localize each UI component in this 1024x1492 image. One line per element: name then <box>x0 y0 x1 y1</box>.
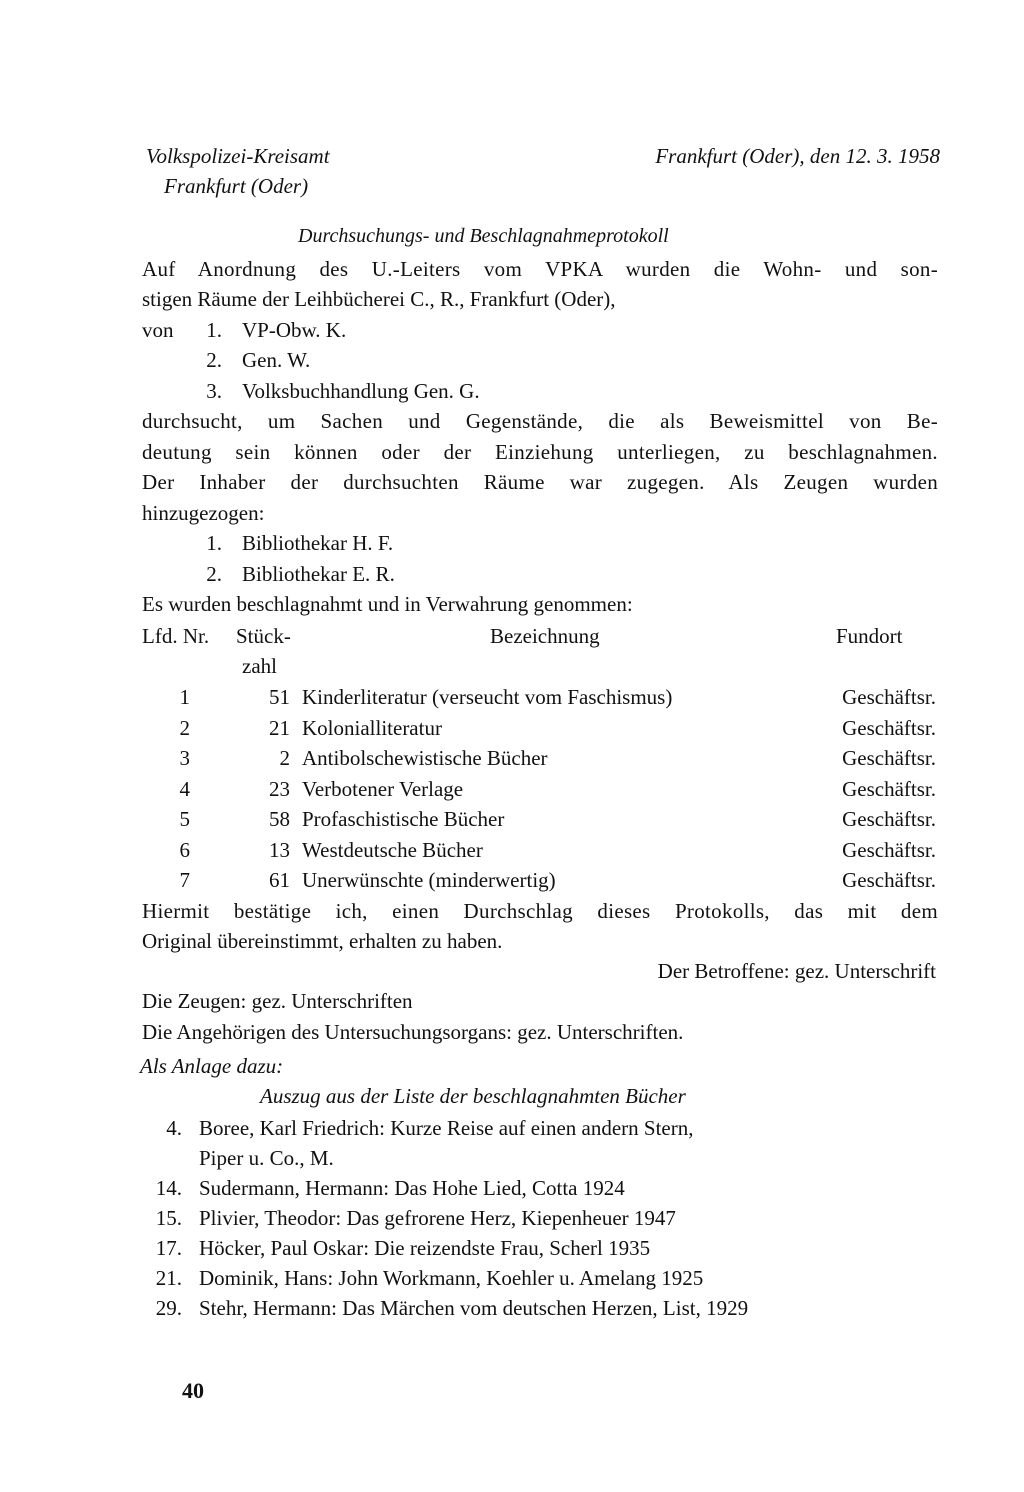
row-location: Geschäftsr. <box>842 777 936 801</box>
header-stueckzahl-2: zahl <box>242 654 277 678</box>
page-number: 40 <box>182 1378 204 1403</box>
row-description: Verbotener Verlage <box>302 777 464 801</box>
row-location: Geschäftsr. <box>842 838 936 862</box>
row-description: Westdeutsche Bücher <box>302 838 483 862</box>
place-date: Frankfurt (Oder), den 12. 3. 1958 <box>655 144 940 168</box>
row-count: 58 <box>269 807 290 831</box>
intro-line-4: deutung sein können oder der Einziehung unterliegen, zu beschlagnahmen. <box>142 440 938 464</box>
witness-name: Bibliothekar E. R. <box>242 562 395 586</box>
intro-line-7: Es wurden beschlagnahmt und in Verwahrung genommen: <box>142 592 633 616</box>
von-label: von <box>142 318 174 342</box>
intro-line-5: Der Inhaber der durchsuchten Räume war zugegen. Als Zeugen wurden <box>142 470 938 494</box>
book-entry: Plivier, Theodor: Das gefrorene Herz, Kiepenheuer 1947 <box>199 1206 676 1230</box>
row-number: 2 <box>179 716 190 740</box>
book-num: 21. <box>155 1266 182 1290</box>
searcher-name: VP-Obw. K. <box>242 318 347 342</box>
row-location: Geschäftsr. <box>842 746 936 770</box>
row-count: 61 <box>269 868 290 892</box>
searcher-name: Gen. W. <box>242 348 311 372</box>
members-signature: Die Angehörigen des Untersuchungsorgans: gez. Unterschriften. <box>142 1020 684 1044</box>
row-count: 21 <box>269 716 290 740</box>
row-number: 1 <box>179 685 190 709</box>
row-description: Unerwünschte (minderwertig) <box>302 868 556 892</box>
row-location: Geschäftsr. <box>842 685 936 709</box>
book-entry: Höcker, Paul Oskar: Die reizendste Frau, Scherl 1935 <box>199 1236 651 1260</box>
row-description: Kinderliteratur (verseucht vom Faschismus) <box>302 685 673 709</box>
annex-title: Auszug aus der Liste der beschlagnahmten Bücher <box>260 1084 686 1108</box>
row-number: 6 <box>179 838 190 862</box>
intro-line-1: Auf Anordnung des U.-Leiters vom VPKA wurden die Wohn- und son- <box>142 257 938 281</box>
row-count: 23 <box>269 777 290 801</box>
witness-name: Bibliothekar H. F. <box>242 531 394 555</box>
row-number: 3 <box>179 746 190 770</box>
row-count: 2 <box>279 746 290 770</box>
header-lfd-nr: Lfd. Nr. <box>142 624 210 648</box>
confirmation-line-1: Hiermit bestätige ich, einen Durchschlag dieses Protokolls, das mit dem <box>142 899 938 923</box>
row-number: 4 <box>179 777 190 801</box>
row-number: 7 <box>179 868 190 892</box>
book-num: 15. <box>155 1206 182 1230</box>
book-entry: Dominik, Hans: John Workmann, Koehler u. Amelang 1925 <box>199 1266 704 1290</box>
intro-line-3: durchsucht, um Sachen und Gegenstände, die als Beweismittel von Be- <box>142 409 938 433</box>
book-entry: Sudermann, Hermann: Das Hohe Lied, Cotta 1924 <box>199 1176 625 1200</box>
book-num: 14. <box>155 1176 182 1200</box>
book-num: 17. <box>155 1236 182 1260</box>
searcher-num: 3. <box>206 379 222 403</box>
affected-signature: Der Betroffene: gez. Unterschrift <box>657 959 936 983</box>
row-count: 13 <box>269 838 290 862</box>
annex-label: Als Anlage dazu: <box>140 1054 284 1078</box>
row-description: Kolonialliteratur <box>302 716 442 740</box>
witness-num: 2. <box>206 562 222 586</box>
row-location: Geschäftsr. <box>842 868 936 892</box>
searcher-num: 2. <box>206 348 222 372</box>
book-entry: Stehr, Hermann: Das Märchen vom deutschen Herzen, List, 1929 <box>199 1296 749 1320</box>
row-description: Antibolschewistische Bücher <box>302 746 548 770</box>
book-num: 4. <box>166 1116 182 1140</box>
book-num: 29. <box>155 1296 182 1320</box>
searcher-name: Volksbuchhandlung Gen. G. <box>242 379 480 403</box>
office-name-line2: Frankfurt (Oder) <box>164 174 309 198</box>
witnesses-signature: Die Zeugen: gez. Unterschriften <box>142 989 413 1013</box>
header-stueckzahl-1: Stück- <box>236 624 291 648</box>
book-entry: Boree, Karl Friedrich: Kurze Reise auf einen andern Stern, <box>199 1116 694 1140</box>
row-count: 51 <box>269 685 290 709</box>
intro-line-6: hinzugezogen: <box>142 501 265 525</box>
office-name-line1: Volkspolizei-Kreisamt <box>146 144 330 168</box>
header-bezeichnung: Bezeichnung <box>490 624 600 648</box>
confirmation-line-2: Original übereinstimmt, erhalten zu haben. <box>142 929 503 953</box>
row-location: Geschäftsr. <box>842 716 936 740</box>
book-entry-continuation: Piper u. Co., M. <box>199 1146 334 1170</box>
document-title: Durchsuchungs- und Beschlagnahmeprotokoll <box>298 225 669 247</box>
row-location: Geschäftsr. <box>842 807 936 831</box>
witness-num: 1. <box>206 531 222 555</box>
intro-line-2: stigen Räume der Leihbücherei C., R., Frankfurt (Oder), <box>142 287 616 311</box>
searcher-num: 1. <box>206 318 222 342</box>
header-fundort: Fundort <box>836 624 903 648</box>
row-description: Profaschistische Bücher <box>302 807 505 831</box>
row-number: 5 <box>179 807 190 831</box>
